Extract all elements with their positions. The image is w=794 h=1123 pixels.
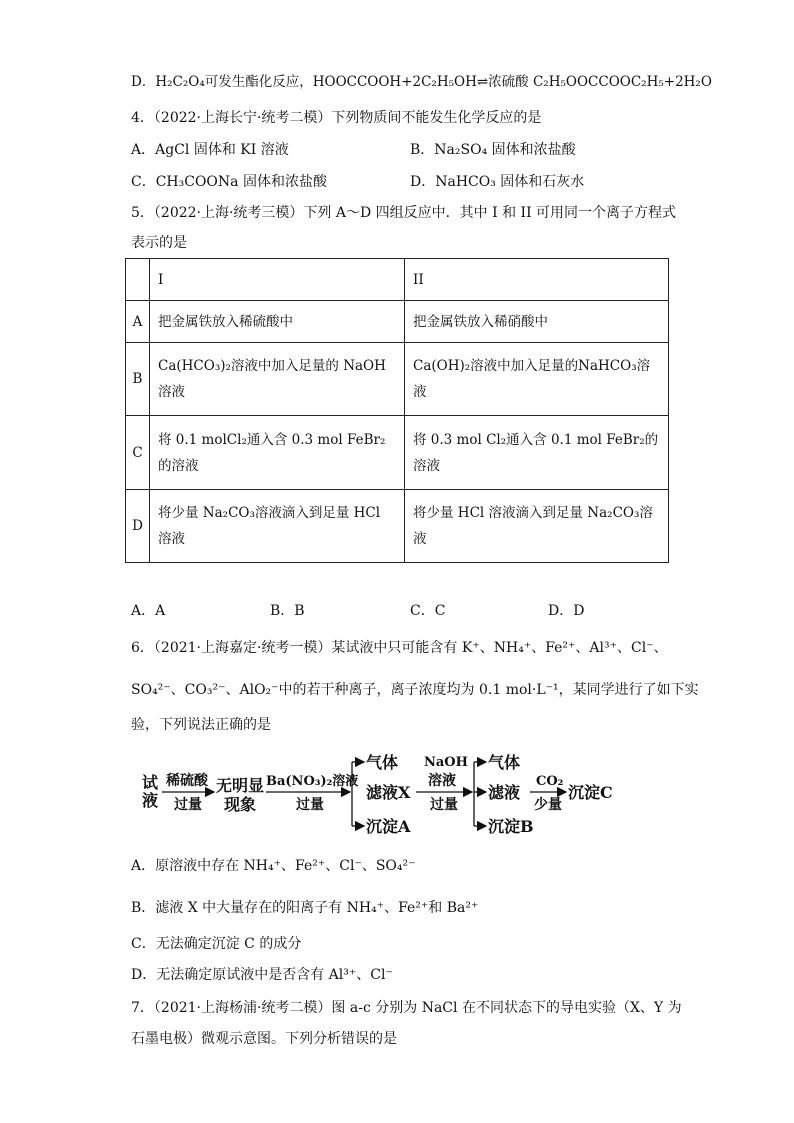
q6-stem-line1: 6．（2021·上海嘉定·统考一模）某试液中只可能含有 K⁺、NH₄⁺、Fe²⁺、Al³⁺、Cl⁻、 [131, 640, 668, 656]
flow-r2-bot: 过量 [296, 797, 324, 813]
flow-r3-a: NaOH [424, 755, 468, 770]
flow-r4-bot: 少量 [534, 797, 562, 813]
cell-i: 将少量 Na₂CO₃溶液滴入到足量 HCl 溶液 [150, 490, 405, 563]
q6-option-a[interactable]: A．原溶液中存在 NH₄⁺、Fe²⁺、Cl⁻、SO₄²⁻ [131, 858, 416, 874]
flow-precipitate-a: 沉淀A [366, 817, 411, 836]
table-header-ii: II [405, 259, 669, 301]
flow-filtrate-2: 滤液 [488, 783, 521, 802]
row-label: A [126, 301, 150, 343]
table-row [126, 301, 669, 343]
cell-i: 把金属铁放入稀硫酸中 [150, 301, 405, 343]
q6-flow-diagram [138, 748, 638, 838]
flow-gas-2: 气体 [488, 753, 521, 772]
q5-option-c[interactable]: C．C [410, 603, 446, 619]
table-row [126, 490, 669, 563]
table-row [126, 416, 669, 490]
q7-stem-line1: 7．（2021·上海杨浦·统考二模）图 a-c 分别为 NaCl 在不同状态下的导电实验（X、Y 为 [131, 1000, 682, 1016]
flow-precipitate-b: 沉淀B [488, 817, 534, 836]
q5-table [125, 258, 669, 563]
q4-option-b[interactable]: B．Na₂SO₄ 固体和浓盐酸 [410, 142, 576, 158]
q4-option-d[interactable]: D．NaHCO₃ 固体和石灰水 [410, 174, 585, 190]
flow-node1-b: 现象 [224, 795, 257, 814]
row-label: D [126, 490, 150, 563]
q6-stem-line3: 验，下列说法正确的是 [131, 717, 271, 733]
q5-option-a[interactable]: A．A [131, 603, 166, 619]
cell-ii: Ca(OH)₂溶液中加入足量的NaHCO₃溶液 [405, 343, 669, 416]
cell-ii: 把金属铁放入稀硝酸中 [405, 301, 669, 343]
q6-option-c[interactable]: C．无法确定沉淀 C 的成分 [131, 936, 302, 952]
q6-option-d[interactable]: D．无法确定原试液中是否含有 Al³⁺、Cl⁻ [131, 967, 393, 983]
flow-r2-top: Ba(NO₃)₂溶液 [266, 774, 359, 789]
flow-precipitate-c: 沉淀C [568, 783, 613, 802]
cell-ii: 将少量 HCl 溶液滴入到足量 Na₂CO₃溶液 [405, 490, 669, 563]
q6-option-b[interactable]: B．滤液 X 中大量存在的阳离子有 NH₄⁺、Fe²⁺和 Ba²⁺ [131, 900, 479, 916]
q5-stem-line2: 表示的是 [131, 235, 187, 251]
flow-node1-a: 无明显 [216, 776, 265, 795]
row-label: C [126, 416, 150, 490]
table-header-row [126, 259, 669, 301]
table-corner-cell [126, 259, 150, 301]
flow-r3-bot: 过量 [430, 797, 458, 813]
q5-option-d[interactable]: D．D [548, 603, 585, 619]
flow-filtrate-x: 滤液X [366, 783, 411, 802]
flow-sample-2: 液 [142, 791, 159, 810]
table-row [126, 343, 669, 416]
flow-gas-1: 气体 [366, 753, 399, 772]
q6-stem-line2: SO₄²⁻、CO₃²⁻、AlO₂⁻中的若干种离子，离子浓度均为 0.1 mol·L⁻¹，某同学进行了如下实 [131, 682, 699, 698]
q4-option-c[interactable]: C．CH₃COONa 固体和浓盐酸 [131, 174, 327, 190]
row-label: B [126, 343, 150, 416]
cell-ii: 将 0.3 mol Cl₂通入含 0.1 mol FeBr₂的溶液 [405, 416, 669, 490]
q3-option-d: D．H₂C₂O₄可发生酯化反应，HOOCCOOH+2C₂H₅OH⇌浓硫酸 C₂H₅OOCCOOC₂H₅+2H₂O [131, 74, 712, 90]
cell-i: 将 0.1 molCl₂通入含 0.3 mol FeBr₂的溶液 [150, 416, 405, 490]
cell-i: Ca(HCO₃)₂溶液中加入足量的 NaOH 溶液 [150, 343, 405, 416]
table-header-i: I [150, 259, 405, 301]
q7-stem-line2: 石墨电极）微观示意图。下列分析错误的是 [131, 1031, 397, 1047]
flow-sample-1: 试 [142, 773, 159, 792]
flow-r1-bot: 过量 [174, 797, 202, 813]
q5-stem-line1: 5．（2022·上海·统考三模）下列 A～D 四组反应中．其中 I 和 II 可用同一个离子方程式 [131, 205, 677, 221]
q4-option-a[interactable]: A．AgCl 固体和 KI 溶液 [131, 142, 289, 158]
flow-r1-top: 稀硫酸 [166, 773, 208, 789]
flow-r3-b: 溶液 [428, 773, 456, 789]
q5-option-b[interactable]: B．B [270, 603, 305, 619]
flow-r4-top: CO₂ [536, 774, 564, 789]
q4-stem: 4．（2022·上海长宁·统考二模）下列物质间不能发生化学反应的是 [131, 110, 542, 126]
